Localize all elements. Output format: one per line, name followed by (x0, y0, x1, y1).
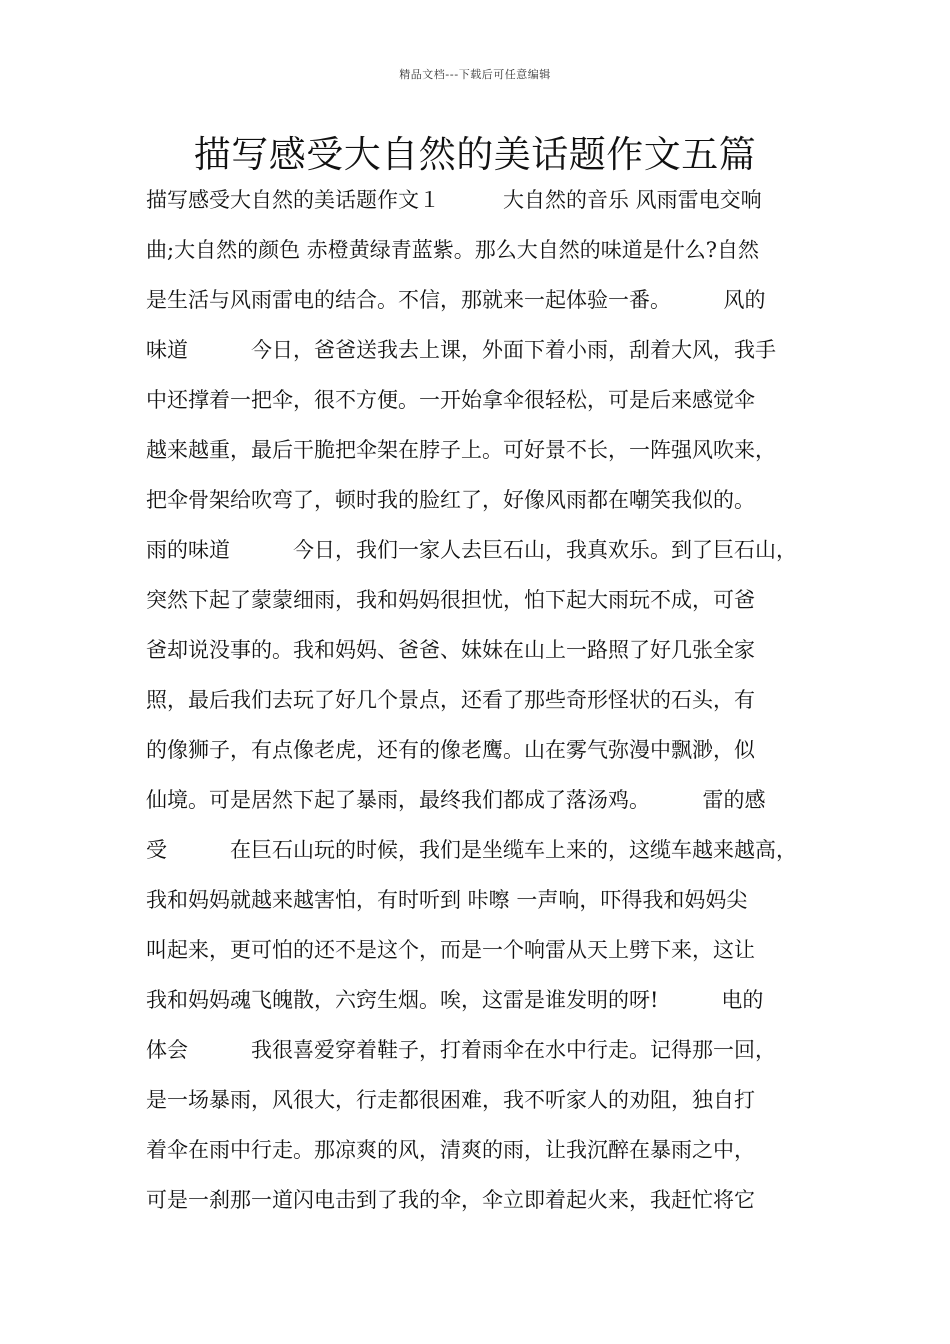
document-title: 描写感受大自然的美话题作文五篇 (193, 133, 757, 176)
body-line: 我和妈妈魂飞魄散，六窍生烟。唉，这雷是谁发明的呀! 电的 (146, 988, 764, 1012)
header-note: 精品文档---下载后可任意编辑 (399, 68, 551, 81)
body-line: 雨的味道 今日，我们一家人去巨石山，我真欢乐。到了巨石山， (146, 538, 797, 562)
body-line: 曲;大自然的颜色 赤橙黄绿青蓝紫。那么大自然的味道是什么?自然 (146, 238, 760, 262)
body-line: 突然下起了蒙蒙细雨，我和妈妈很担忧，怕下起大雨玩不成，可爸 (146, 588, 755, 612)
body-line: 描写感受大自然的美话题作文１ 大自然的音乐 风雨雷电交响 (146, 188, 762, 212)
body-line: 我和妈妈就越来越害怕，有时听到 咔嚓 一声响，吓得我和妈妈尖 (146, 888, 748, 912)
body-line: 是生活与风雨雷电的结合。不信，那就来一起体验一番。 风的 (146, 288, 766, 312)
body-line: 仙境。可是居然下起了暴雨，最终我们都成了落汤鸡。 雷的感 (146, 788, 766, 812)
body-line: 体会 我很喜爱穿着鞋子，打着雨伞在水中行走。记得那一回， (146, 1038, 776, 1062)
body-line: 可是一刹那一道闪电击到了我的伞，伞立即着起火来，我赶忙将它 (146, 1188, 755, 1212)
body-line: 叫起来，更可怕的还不是这个，而是一个响雷从天上劈下来，这让 (146, 938, 755, 962)
body-line: 中还撑着一把伞，很不方便。一开始拿伞很轻松，可是后来感觉伞 (146, 388, 755, 412)
body-line: 把伞骨架给吹弯了，顿时我的脸红了，好像风雨都在嘲笑我似的。 (146, 488, 755, 512)
body-line: 越来越重，最后干脆把伞架在脖子上。可好景不长，一阵强风吹来， (146, 438, 776, 462)
body-line: 是一场暴雨，风很大，行走都很困难，我不听家人的劝阻，独自打 (146, 1088, 755, 1112)
body-text (146, 178, 826, 1228)
body-line: 爸却说没事的。我和妈妈、爸爸、妹妹在山上一路照了好几张全家 (146, 638, 755, 662)
body-line: 的像狮子，有点像老虎，还有的像老鹰。山在雾气弥漫中飘渺，似 (146, 738, 755, 762)
body-line: 照，最后我们去玩了好几个景点，还看了那些奇形怪状的石头，有 (146, 688, 755, 712)
body-line: 着伞在雨中行走。那凉爽的风，清爽的雨，让我沉醉在暴雨之中， (146, 1138, 755, 1162)
body-line: 受 在巨石山玩的时候，我们是坐缆车上来的，这缆车越来越高， (146, 838, 797, 862)
body-line: 味道 今日，爸爸送我去上课，外面下着小雨，刮着大风，我手 (146, 338, 776, 362)
